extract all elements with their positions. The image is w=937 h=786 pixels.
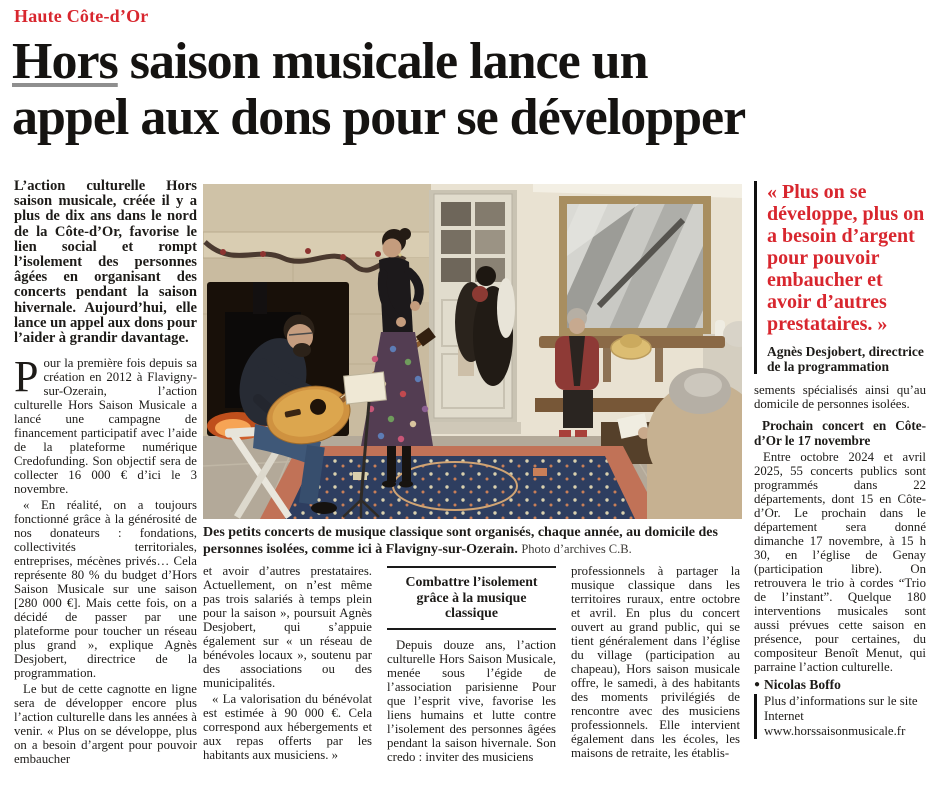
paragraph: et avoir d’autres prestataires. Actuellement, on n’est même pas trois salariés à temps plein pour la saison », poursuit Agnès Desjobert, qui s’appuie également sur « un réseau de bénévoles locaux », soutenu par des associations ou des municipalités.: [203, 564, 372, 690]
article-headline: [12, 34, 932, 146]
photo-caption: [203, 524, 742, 558]
earring: [398, 253, 401, 256]
column-2: [203, 564, 372, 786]
article-lede: L’action culturelle Hors saison musicale, créée il y a plus de dix ans dans le nord de la Côte-d’Or, favorise le lien social et rompt l’isolement des personnes âgées en organisant des concerts pendant la saison hivernale. Aujourd’hui, elle lance un appel aux dons pour l’aider à grandir davantage.: [14, 179, 197, 347]
paragraph: professionnels à partager la musique classique dans les territoires ruraux, entre octobre et avril. En plus du concert ouvert au grand public, qui se tient généralement dans l’église du village (participation au chapeau), Hors saison musicale offre, le samedi, à des habitants des moments privilégiés de rencontre avec des musiciens professionnels. Elle intervient également dans les écoles, les maisons de retraite, les établis-: [571, 564, 740, 760]
paragraph-text: our la première fois depuis sa création en 2012 à Flavigny-sur-Ozerain, l’action culturelle Hors Saison Musicale a lancé une campagne de financement participatif avec l’aide de la plateforme numérique Credofunding. Son objectif sera de collecter 16 000 € d’ici le 3 novembre.: [14, 356, 197, 497]
more-info-text: Plus d’informations sur le site Internet www.horssaisonmusicale.fr: [764, 694, 918, 738]
paragraph: Depuis douze ans, l’action culturelle Hors Saison Musicale, menée sous l’égide de l’association parisienne Pour que l’esprit vive, favorise les liens humains et lutte contre l’isolement des personnes âgées pendant la saison hivernale. Son credo : inviter des musiciens: [387, 637, 556, 764]
paragraph: « La valorisation du bénévolat est estimée à 90 000 €. Cela correspond aux hébergements et aux repas offerts par les habitants aux musiciens. »: [203, 692, 372, 762]
article-photo: [203, 184, 742, 519]
right-column: [754, 181, 926, 783]
column-4: [571, 564, 740, 786]
hair-bun: [399, 228, 411, 240]
author-name: Nicolas Boffo: [764, 677, 841, 692]
headline-underlined-word: Hors: [12, 33, 118, 90]
byline-bullet-icon: ●: [754, 679, 761, 690]
drop-cap: P: [14, 352, 39, 402]
left-column: [14, 179, 197, 783]
section-kicker: Haute Côte-d’Or: [14, 6, 149, 26]
concert-scene-illustration: [203, 184, 742, 519]
paragraph: Entre octobre 2024 et avril 2025, 55 concerts publics sont programmés dans 22 départements, dont 15 en Côte-d’Or. Le prochain dans le département sera donné dimanche 17 novembre, à 15 h 30, en l’église de Genay (participation libre). On retrouvera le trio à cordes “Trio de l’instant”. Quelque 180 interventions musicales sont aussi prévues cette saison en présence, pour certaines, du compositeur Benoît Menut, qui parraine l’action culturelle.: [754, 450, 926, 674]
paragraph: Le but de cette cagnotte en ligne sera de développer encore plus l’action culturelle dans les années à venir. « Plus on se développe, plus on a besoin d’argent pour pouvoir embaucher: [14, 682, 197, 767]
byline: [754, 676, 926, 693]
crosshead: Combattre l’isolement grâce à la musique classique: [387, 566, 556, 630]
caption-text: Des petits concerts de musique classique sont organisés, chaque année, au domicile des personnes isolées, comme ici à Flavigny-sur-Ozerain.: [203, 525, 718, 557]
sub-heading: Prochain concert en Côte-d’Or le 17 novembre: [754, 418, 926, 448]
pull-quote: [754, 181, 926, 374]
headline-line1: saison musicale lance un: [117, 33, 648, 90]
photo-credit: Photo d’archives C.B.: [521, 542, 632, 556]
paragraph: [14, 352, 197, 497]
pull-quote-attribution: Agnès Desjobert, directrice de la programmation: [767, 344, 924, 374]
paragraph: « En réalité, on a toujours fonctionné grâce à la générosité de nos donateurs : fondations, collectivités territoriales, entreprises, mécènes privés… Cela représente 80 % du budget d’Hors Saison Musicale sur une saison [280 000 €]. Mais cette fois, on a décidé de passer par une plateforme pour toucher un réseau plus grand », explique Agnès Desjobert, directrice de la programmation.: [14, 498, 197, 681]
body-columns: [203, 564, 742, 786]
paragraph: sements spécialisés ainsi qu’au domicile de personnes isolées.: [754, 383, 926, 411]
photo-block: [203, 184, 742, 558]
headline-line2: appel aux dons pour se développer: [12, 89, 746, 146]
column-3: [387, 564, 556, 786]
beard: [293, 343, 311, 357]
more-info-note: [754, 694, 926, 739]
pull-quote-text: « Plus on se développe, plus on a besoin d’argent pour pouvoir embaucher et avoir d’autres prestataires. »: [767, 181, 925, 335]
